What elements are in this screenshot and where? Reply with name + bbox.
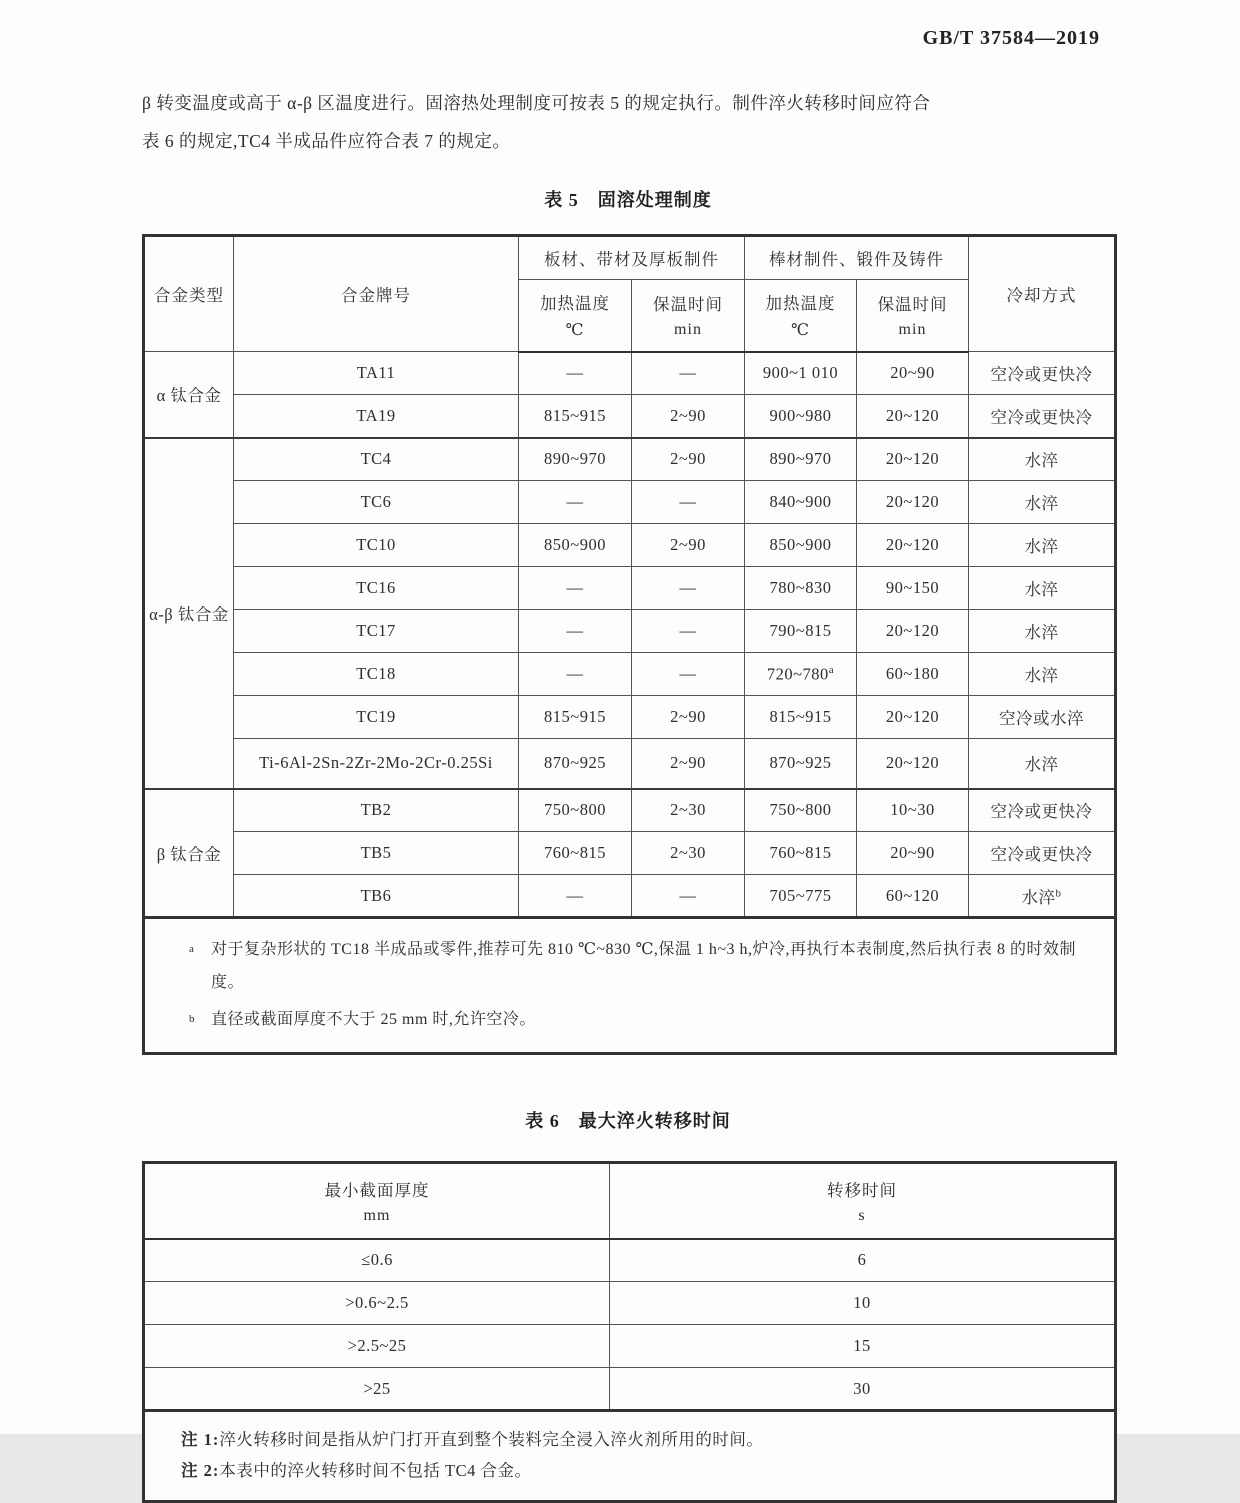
header-group-sheet: 板材、带材及厚板制件 [519, 236, 745, 280]
cell-heat-temp-1: — [519, 352, 632, 395]
cell-grade: TC17 [234, 610, 519, 653]
cell-hold-time-1: 2~90 [632, 395, 745, 438]
cell-heat-temp-2: 750~800 [745, 789, 857, 832]
cell-grade: TB5 [234, 832, 519, 875]
footnote-a-text: 对于复杂形状的 TC18 半成品或零件,推荐可先 810 ℃~830 ℃,保温 1 h~3 h,炉冷,再执行本表制度,然后执行表 8 的时效制度。 [211, 941, 1077, 991]
cell-cooling: 水淬 [969, 739, 1116, 789]
table-row-tc4 [144, 438, 1116, 481]
table-row-ti6al [144, 739, 1116, 789]
header-alloy-grade: 合金牌号 [234, 236, 519, 352]
footnote-ref-a: a [828, 663, 835, 676]
note-1 [181, 1424, 1096, 1455]
cell-heat-temp-2: 900~980 [745, 395, 857, 438]
header-hold-time-2: 保温时间 min [857, 280, 969, 352]
cell-time: 6 [610, 1239, 1116, 1282]
cell-heat-temp-1: — [519, 481, 632, 524]
footnote-b [163, 1003, 1096, 1036]
cell-cooling: 水淬 [969, 653, 1116, 696]
table-row-ta11 [144, 352, 1116, 395]
cell-hold-time-2: 20~120 [857, 395, 969, 438]
footnote-b-text: 直径或截面厚度不大于 25 mm 时,允许空冷。 [211, 1011, 536, 1028]
cell-grade: TC19 [234, 696, 519, 739]
header-transfer-time: 转移时间 s [610, 1163, 1116, 1239]
table-row-tc17 [144, 610, 1116, 653]
header-cooling: 冷却方式 [969, 236, 1116, 352]
cell-heat-temp-2: 815~915 [745, 696, 857, 739]
table-row-tc16 [144, 567, 1116, 610]
header-group-bar: 棒材制件、锻件及铸件 [745, 236, 969, 280]
cell-heat-temp-1: 890~970 [519, 438, 632, 481]
page-content [142, 84, 1114, 1503]
header-alloy-type: 合金类型 [144, 236, 234, 352]
cell-heat-temp-1: 870~925 [519, 739, 632, 789]
cell-heat-temp-2: 760~815 [745, 832, 857, 875]
cell-group-beta: β 钛合金 [144, 789, 234, 918]
table-row-tc19 [144, 696, 1116, 739]
note-2 [181, 1455, 1096, 1486]
cell-thickness: >0.6~2.5 [144, 1282, 610, 1325]
table5-footnote-row [144, 918, 1116, 1054]
cell-hold-time-2: 20~90 [857, 832, 969, 875]
cell-hold-time-1: — [632, 352, 745, 395]
table5-title: 表 5 固溶处理制度 [544, 190, 712, 210]
table5-footnotes [144, 918, 1116, 1054]
header-heat-temp-2: 加热温度 ℃ [745, 280, 857, 352]
cell-heat-temp-2: 790~815 [745, 610, 857, 653]
cell-hold-time-2: 90~150 [857, 567, 969, 610]
table-row-tb2 [144, 789, 1116, 832]
cell-hold-time-2: 20~120 [857, 524, 969, 567]
header-hold-time-1: 保温时间 min [632, 280, 745, 352]
footnote-ref-b: b [1055, 887, 1062, 899]
cell-grade: TA19 [234, 395, 519, 438]
cell-heat-temp-2: 850~900 [745, 524, 857, 567]
cell-hold-time-2: 60~180 [857, 653, 969, 696]
cell-hold-time-1: — [632, 567, 745, 610]
table6-title: 表 6 最大淬火转移时间 [525, 1111, 731, 1131]
cell-grade: TB2 [234, 789, 519, 832]
cell-hold-time-1: 2~30 [632, 832, 745, 875]
note-1-label: 注 1: [181, 1430, 220, 1449]
cell-heat-temp-2: 720~780$^a$ [745, 653, 857, 696]
note-1-text: 淬火转移时间是指从炉门打开直到整个装料完全浸入淬火剂所用的时间。 [219, 1430, 764, 1449]
cell-hold-time-1: — [632, 875, 745, 918]
intro-paragraph [142, 84, 1114, 160]
table-row [144, 1368, 1116, 1411]
cell-heat-temp-1: 850~900 [519, 524, 632, 567]
cell-grade: TC18 [234, 653, 519, 696]
cell-heat-temp-2: 890~970 [745, 438, 857, 481]
header-min-thickness: 最小截面厚度 mm [144, 1163, 610, 1239]
table-row-ta19 [144, 395, 1116, 438]
table-row [144, 1282, 1116, 1325]
cell-hold-time-2: 20~120 [857, 481, 969, 524]
cell-heat-temp-1: 750~800 [519, 789, 632, 832]
cell-group-alpha: α 钛合金 [144, 352, 234, 438]
cell-cooling: 水淬 [969, 438, 1116, 481]
cell-hold-time-2: 10~30 [857, 789, 969, 832]
footnote-a-marker: a [189, 943, 195, 955]
cell-cooling: 空冷或更快冷 [969, 832, 1116, 875]
table6-notes-row [144, 1411, 1116, 1502]
cell-grade: Ti-6Al-2Sn-2Zr-2Mo-2Cr-0.25Si [234, 739, 519, 789]
header-heat-temp-1: 加热温度 ℃ [519, 280, 632, 352]
table-row [144, 1239, 1116, 1282]
cell-cooling: 水淬 [969, 524, 1116, 567]
table5-header-row-1 [144, 236, 1116, 280]
table6-header [144, 1163, 1116, 1239]
cell-group-alpha-beta: α-β 钛合金 [144, 438, 234, 789]
doc-number: GB/T 37584—2019 [922, 27, 1100, 49]
cell-heat-temp-1: — [519, 875, 632, 918]
intro-line-1: β 转变温度或高于 α-β 区温度进行。固溶热处理制度可按表 5 的规定执行。制件淬火转移时间应符合 [142, 93, 931, 113]
cell-time: 15 [610, 1325, 1116, 1368]
cell-hold-time-2: 20~120 [857, 438, 969, 481]
table-row [144, 1325, 1116, 1368]
intro-line-2: 表 6 的规定,TC4 半成品件应符合表 7 的规定。 [142, 131, 511, 151]
note-2-label: 注 2: [181, 1461, 220, 1480]
note-2-text: 本表中的淬火转移时间不包括 TC4 合金。 [219, 1461, 532, 1480]
cell-cooling: 水淬$^b$ [969, 875, 1116, 918]
table-row-tc10 [144, 524, 1116, 567]
table6-header-row [144, 1163, 1116, 1239]
table5 [142, 234, 1117, 1055]
table-row-tb6 [144, 875, 1116, 918]
cell-grade: TC4 [234, 438, 519, 481]
cell-cooling: 空冷或水淬 [969, 696, 1116, 739]
cell-thickness: ≤0.6 [144, 1239, 610, 1282]
cell-hold-time-2: 20~120 [857, 610, 969, 653]
cell-hold-time-2: 20~120 [857, 739, 969, 789]
cell-heat-temp-2: 705~775 [745, 875, 857, 918]
cell-thickness: >2.5~25 [144, 1325, 610, 1368]
cell-hold-time-1: 2~30 [632, 789, 745, 832]
cell-grade: TB6 [234, 875, 519, 918]
cell-heat-temp-2: 840~900 [745, 481, 857, 524]
cell-hold-time-1: 2~90 [632, 696, 745, 739]
table-row-tc18 [144, 653, 1116, 696]
cell-hold-time-1: 2~90 [632, 438, 745, 481]
cell-time: 10 [610, 1282, 1116, 1325]
cell-heat-temp-2: 780~830 [745, 567, 857, 610]
table6 [142, 1161, 1117, 1503]
table-row-tb5 [144, 832, 1116, 875]
table6-notes [144, 1411, 1116, 1502]
cell-cooling: 水淬 [969, 610, 1116, 653]
cell-hold-time-1: 2~90 [632, 524, 745, 567]
cell-hold-time-1: — [632, 653, 745, 696]
cell-heat-temp-1: 815~915 [519, 395, 632, 438]
cell-grade: TC10 [234, 524, 519, 567]
cell-hold-time-2: 20~120 [857, 696, 969, 739]
cell-cooling: 空冷或更快冷 [969, 789, 1116, 832]
cell-grade: TC6 [234, 481, 519, 524]
cell-grade: TC16 [234, 567, 519, 610]
cell-time: 30 [610, 1368, 1116, 1411]
cell-hold-time-2: 20~90 [857, 352, 969, 395]
cell-heat-temp-1: — [519, 567, 632, 610]
cell-heat-temp-1: 760~815 [519, 832, 632, 875]
cell-hold-time-1: — [632, 481, 745, 524]
cell-cooling: 水淬 [969, 481, 1116, 524]
cell-hold-time-1: — [632, 610, 745, 653]
footnote-a [163, 933, 1096, 999]
cell-hold-time-2: 60~120 [857, 875, 969, 918]
cell-hold-time-1: 2~90 [632, 739, 745, 789]
cell-cooling: 水淬 [969, 567, 1116, 610]
cell-heat-temp-2: 870~925 [745, 739, 857, 789]
table-row-tc6 [144, 481, 1116, 524]
cell-cooling: 空冷或更快冷 [969, 352, 1116, 395]
cell-cooling: 空冷或更快冷 [969, 395, 1116, 438]
cell-thickness: >25 [144, 1368, 610, 1411]
cell-heat-temp-1: 815~915 [519, 696, 632, 739]
cell-grade: TA11 [234, 352, 519, 395]
cell-heat-temp-1: — [519, 610, 632, 653]
cell-heat-temp-1: — [519, 653, 632, 696]
footnote-b-marker: b [189, 1013, 195, 1025]
table5-header [144, 236, 1116, 352]
cell-heat-temp-2: 900~1 010 [745, 352, 857, 395]
